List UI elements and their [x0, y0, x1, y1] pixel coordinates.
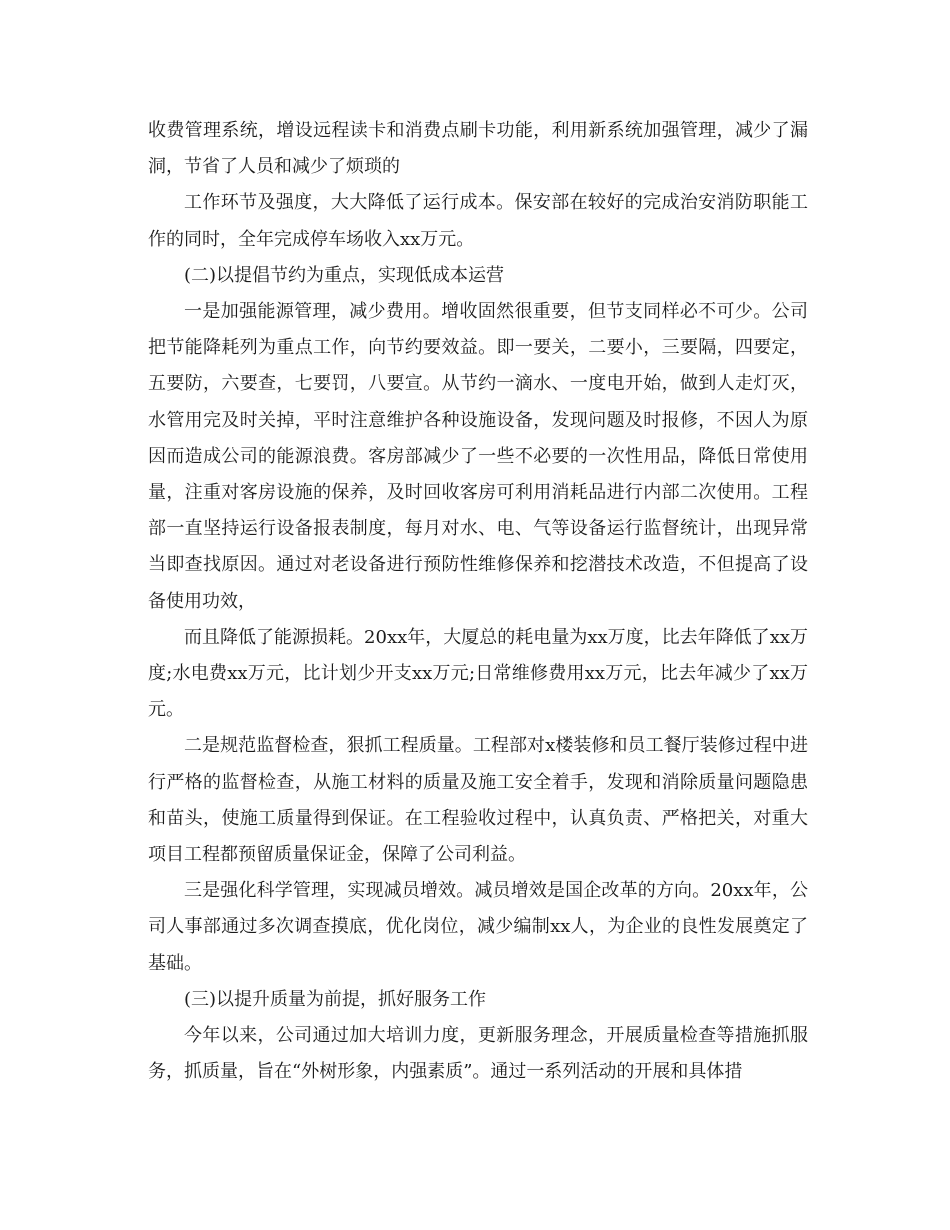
- paragraph-7: 今年以来，公司通过加大培训力度，更新服务理念，开展质量检查等措施抓服务，抓质量，旨在“外树形象，内强素质”。通过一系列活动的开展和具体措: [148, 1025, 808, 1083]
- document-body: [148, 113, 808, 1090]
- paragraph-2: 工作环节及强度，大大降低了运行成本。保安部在较好的完成治安消防职能工作的同时，全年完成停车场收入xx万元。: [148, 192, 808, 250]
- paragraph-5: 二是规范监督检查，狠抓工程质量。工程部对x楼装修和员工餐厅装修过程中进行严格的监督检查，从施工材料的质量及施工安全着手，发现和消除质量问题隐患和苗头，使施工质量得到保证。在工程验收过程中，认真负责、严格把关，对重大项目工程都预留质量保证金，保障了公司利益。: [148, 735, 808, 866]
- section-heading-2: (二)以提倡节约为重点，实现低成本运营: [184, 264, 505, 286]
- paragraph-1: 收费管理系统，增设远程读卡和消费点刷卡功能，利用新系统加强管理，减少了漏洞，节省了人员和减少了烦琐的: [148, 120, 808, 178]
- section-heading-3: (三)以提升质量为前提，抓好服务工作: [184, 988, 487, 1010]
- paragraph-6: 三是强化科学管理，实现减员增效。减员增效是国企改革的方向。20xx年，公司人事部通过多次调查摸底，优化岗位，减少编制xx人，为企业的良性发展奠定了基础。: [148, 880, 808, 974]
- paragraph-4: 而且降低了能源损耗。20xx年，大厦总的耗电量为xx万度，比去年降低了xx万度;水电费xx万元，比计划少开支xx万元;日常维修费用xx万元，比去年减少了xx万元。: [148, 626, 808, 721]
- paragraph-3: 一是加强能源管理，减少费用。增收固然很重要，但节支同样必不可少。公司把节能降耗列为重点工作，向节约要效益。即一要关，二要小，三要隔，四要定，五要防，六要查，七要罚，八要宣。从节约一滴水、一度电开始，做到人走灯灭，水管用完及时关掉，平时注意维护各种设施设备，发现问题及时报修，不因人为原因而造成公司的能源浪费。客房部减少了一些不必要的一次性用品，降低日常使用量，注重对客房设施的保养，及时回收客房可利用消耗品进行内部二次使用。工程部一直坚持运行设备报表制度，每月对水、电、气等设备运行监督统计，出现异常当即查找原因。通过对老设备进行预防性维修保养和挖潜技术改造，不但提高了设备使用功效，: [148, 301, 808, 612]
